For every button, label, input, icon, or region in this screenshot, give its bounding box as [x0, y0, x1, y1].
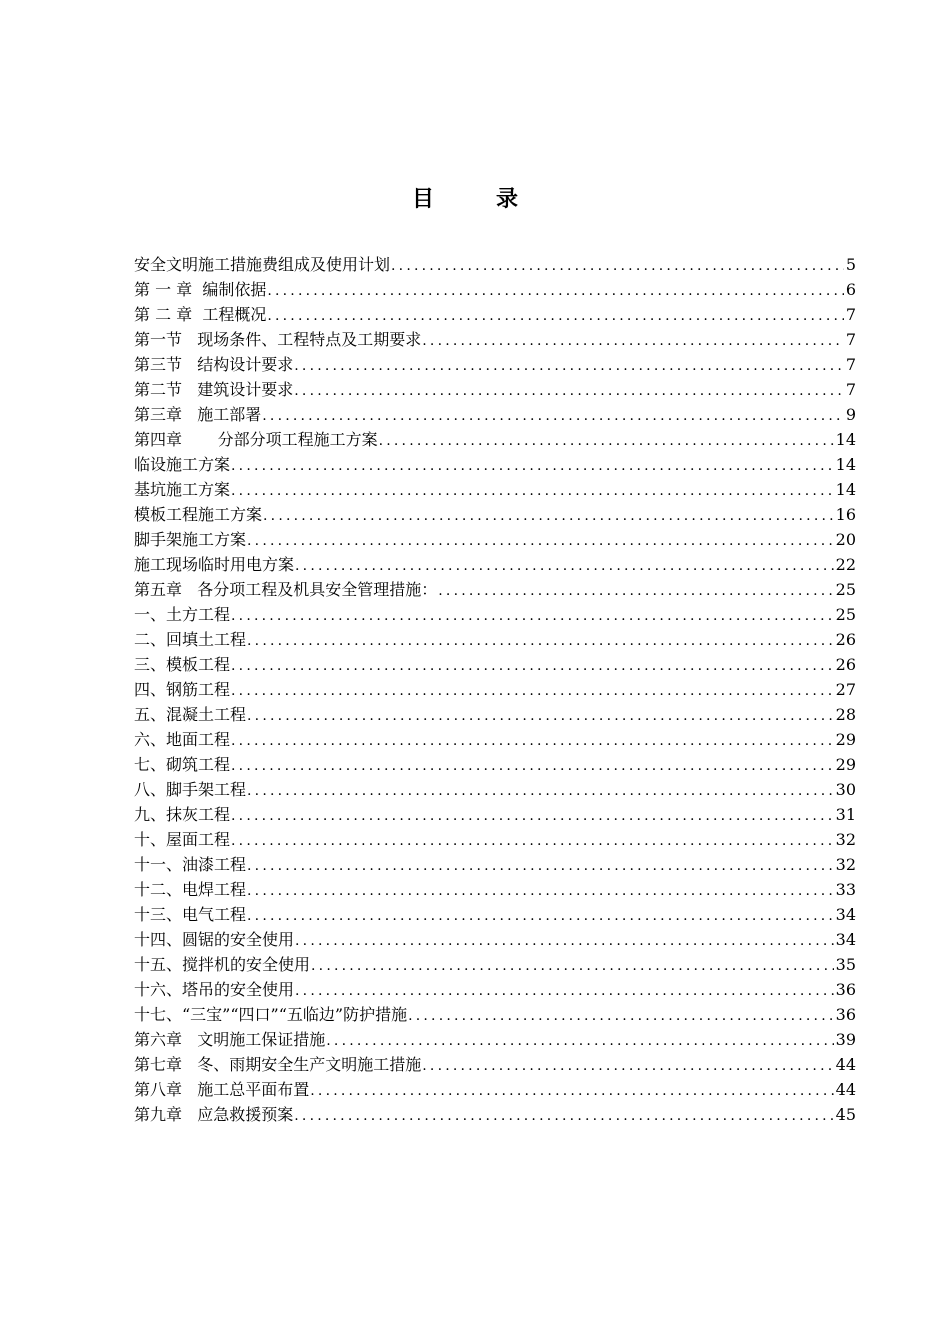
dot-leader — [231, 804, 834, 827]
toc-entry-page: 9 — [845, 405, 856, 424]
toc-entry-label: 施工现场临时用电方案 — [134, 555, 295, 574]
toc-entry-page: 14 — [835, 430, 856, 449]
dot-leader — [267, 279, 843, 302]
toc-entry-label: 十四、圆锯的安全使用 — [134, 930, 295, 949]
toc-entry[interactable] — [134, 302, 856, 327]
toc-entry[interactable] — [134, 527, 856, 552]
toc-entry-label: 第九章 应急救援预案 — [134, 1105, 294, 1124]
dot-leader — [310, 1079, 833, 1102]
toc-entry[interactable] — [134, 952, 856, 977]
toc-entry[interactable] — [134, 877, 856, 902]
dot-leader — [231, 829, 834, 852]
toc-entry-label: 第三章 施工部署 — [134, 405, 262, 424]
toc-entry[interactable] — [134, 1077, 856, 1102]
toc-entry[interactable] — [134, 702, 856, 727]
toc-entry-page: 6 — [845, 280, 856, 299]
toc-entry-label: 十五、搅拌机的安全使用 — [134, 955, 311, 974]
toc-entry-label: 十六、塔吊的安全使用 — [134, 980, 295, 999]
dot-leader — [295, 929, 834, 952]
dot-leader — [295, 979, 834, 1002]
toc-entry[interactable] — [134, 427, 856, 452]
dot-leader — [294, 1104, 833, 1127]
toc-entry-label: 十七、“三宝”“四口”“五临边”防护措施 — [134, 1005, 408, 1024]
toc-entry-page: 14 — [835, 455, 856, 474]
toc-entry-label: 十二、电焊工程 — [134, 880, 247, 899]
dot-leader — [231, 754, 834, 777]
toc-entry-page: 36 — [835, 1005, 856, 1024]
toc-entry[interactable] — [134, 852, 856, 877]
toc-entry[interactable] — [134, 577, 856, 602]
toc-entry-page: 32 — [835, 830, 856, 849]
toc-entry[interactable] — [134, 652, 856, 677]
toc-entry-page: 7 — [845, 330, 856, 349]
toc-entry-label: 九、抹灰工程 — [134, 805, 231, 824]
toc-entry-page: 7 — [845, 380, 856, 399]
toc-entry-label: 第八章 施工总平面布置 — [134, 1080, 310, 1099]
toc-entry-page: 29 — [835, 755, 856, 774]
toc-entry[interactable] — [134, 602, 856, 627]
toc-entry[interactable] — [134, 677, 856, 702]
toc-entry-label: 十一、油漆工程 — [134, 855, 247, 874]
dot-leader — [231, 479, 834, 502]
toc-entry-label: 十、屋面工程 — [134, 830, 231, 849]
toc-entry-page: 26 — [835, 630, 856, 649]
toc-entry-label: 七、砌筑工程 — [134, 755, 231, 774]
toc-entry[interactable] — [134, 727, 856, 752]
toc-entry[interactable] — [134, 752, 856, 777]
toc-entry[interactable] — [134, 502, 856, 527]
toc-entry[interactable] — [134, 452, 856, 477]
toc-entry-label: 五、混凝土工程 — [134, 705, 247, 724]
toc-entry-page: 35 — [835, 955, 856, 974]
dot-leader — [422, 1054, 833, 1077]
toc-entry-page: 25 — [835, 580, 856, 599]
toc-entry-label: 基坑施工方案 — [134, 480, 231, 499]
toc-entry-page: 34 — [835, 905, 856, 924]
toc-entry[interactable] — [134, 327, 856, 352]
toc-entry-label: 第五章 各分项工程及机具安全管理措施： — [134, 580, 438, 599]
toc-entry-page: 36 — [835, 980, 856, 999]
toc-entry-page: 33 — [835, 880, 856, 899]
toc-entry-page: 29 — [835, 730, 856, 749]
dot-leader — [408, 1004, 834, 1027]
dot-leader — [263, 504, 834, 527]
toc-entry[interactable] — [134, 802, 856, 827]
toc-entry-page: 14 — [835, 480, 856, 499]
dot-leader — [422, 329, 844, 352]
toc-entry-label: 十三、电气工程 — [134, 905, 247, 924]
toc-entry[interactable] — [134, 827, 856, 852]
toc-entry-label: 八、脚手架工程 — [134, 780, 247, 799]
toc-entry-page: 25 — [835, 605, 856, 624]
toc-entry-page: 44 — [835, 1055, 856, 1074]
toc-entry-page: 7 — [845, 305, 856, 324]
dot-leader — [326, 1029, 833, 1052]
toc-entry-label: 一、土方工程 — [134, 605, 231, 624]
dot-leader — [247, 529, 834, 552]
dot-leader — [231, 654, 834, 677]
dot-leader — [294, 379, 844, 402]
toc-entry-label: 六、地面工程 — [134, 730, 231, 749]
toc-entry[interactable] — [134, 377, 856, 402]
toc-entry-page: 22 — [835, 555, 856, 574]
toc-entry-page: 27 — [835, 680, 856, 699]
toc-entry[interactable] — [134, 1102, 856, 1127]
toc-entry-label: 脚手架施工方案 — [134, 530, 247, 549]
dot-leader — [231, 604, 834, 627]
dot-leader — [295, 554, 834, 577]
toc-entry[interactable] — [134, 277, 856, 302]
toc-entry-label: 安全文明施工措施费组成及使用计划 — [134, 255, 391, 274]
toc-entry-page: 20 — [835, 530, 856, 549]
toc-entry-label: 第二节 建筑设计要求 — [134, 380, 294, 399]
dot-leader — [379, 429, 834, 452]
toc-entry-label: 第 二 章 工程概况 — [134, 305, 267, 324]
toc-entry-page: 7 — [845, 355, 856, 374]
toc-entry-page: 44 — [835, 1080, 856, 1099]
toc-entry-page: 30 — [835, 780, 856, 799]
dot-leader — [231, 454, 834, 477]
dot-leader — [247, 879, 834, 902]
toc-entry[interactable] — [134, 927, 856, 952]
dot-leader — [247, 854, 834, 877]
dot-leader — [231, 729, 834, 752]
toc-entry[interactable] — [134, 1002, 856, 1027]
toc-entry-label: 第 一 章 编制依据 — [134, 280, 267, 299]
toc-entry-label: 临设施工方案 — [134, 455, 231, 474]
toc-entry[interactable] — [134, 352, 856, 377]
toc-entry[interactable] — [134, 402, 856, 427]
dot-leader — [311, 954, 834, 977]
toc-entry-label: 二、回填土工程 — [134, 630, 247, 649]
toc-entry[interactable] — [134, 1052, 856, 1077]
toc-entry[interactable] — [134, 1027, 856, 1052]
toc-entry-label: 四、钢筋工程 — [134, 680, 231, 699]
toc-title: 目 录 — [411, 186, 538, 212]
dot-leader — [247, 704, 834, 727]
toc-entry-page: 32 — [835, 855, 856, 874]
toc-entry-page: 26 — [835, 655, 856, 674]
toc-entry[interactable] — [134, 627, 856, 652]
toc-entry-page: 45 — [835, 1105, 856, 1124]
table-of-contents — [134, 252, 856, 1127]
dot-leader — [247, 629, 834, 652]
toc-entry-page: 28 — [835, 705, 856, 724]
toc-entry-page: 5 — [845, 255, 856, 274]
toc-entry[interactable] — [134, 902, 856, 927]
dot-leader — [294, 354, 844, 377]
toc-entry[interactable] — [134, 252, 856, 277]
toc-entry-page: 16 — [835, 505, 856, 524]
toc-entry-page: 34 — [835, 930, 856, 949]
toc-entry-label: 第四章 分部分项工程施工方案 — [134, 430, 378, 449]
toc-entry[interactable] — [134, 977, 856, 1002]
dot-leader — [438, 579, 833, 602]
toc-entry[interactable] — [134, 777, 856, 802]
dot-leader — [391, 254, 844, 277]
dot-leader — [247, 779, 834, 802]
toc-entry[interactable] — [134, 477, 856, 502]
toc-entry-label: 第一节 现场条件、工程特点及工期要求 — [134, 330, 422, 349]
toc-entry-page: 31 — [835, 805, 856, 824]
toc-entry-label: 第七章 冬、雨期安全生产文明施工措施 — [134, 1055, 422, 1074]
dot-leader — [231, 679, 834, 702]
toc-entry-page: 39 — [835, 1030, 856, 1049]
toc-entry[interactable] — [134, 552, 856, 577]
toc-entry-label: 第六章 文明施工保证措施 — [134, 1030, 326, 1049]
toc-entry-label: 三、模板工程 — [134, 655, 231, 674]
dot-leader — [267, 304, 843, 327]
toc-entry-label: 第三节 结构设计要求 — [134, 355, 294, 374]
toc-entry-label: 模板工程施工方案 — [134, 505, 263, 524]
dot-leader — [247, 904, 834, 927]
dot-leader — [262, 404, 844, 427]
